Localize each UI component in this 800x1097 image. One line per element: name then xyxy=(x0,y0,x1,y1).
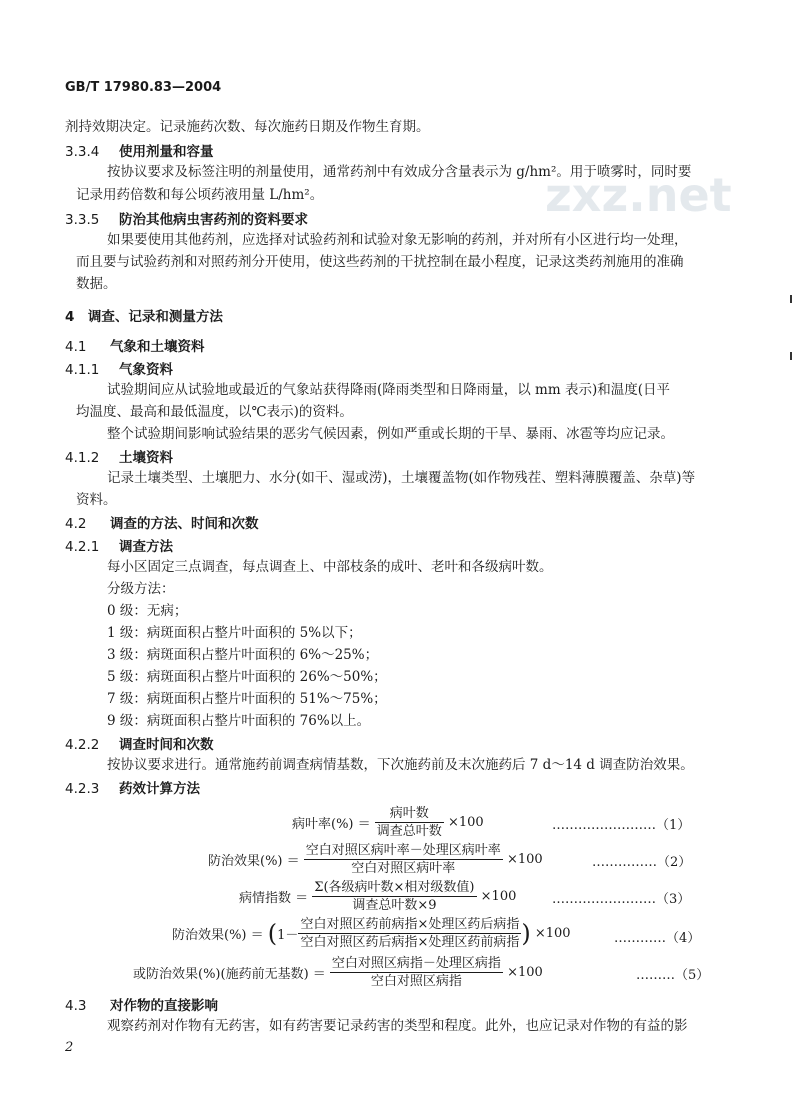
formula-4 xyxy=(172,917,571,950)
formula-prefix: 1－ xyxy=(277,928,299,943)
section-heading-4-2 xyxy=(65,512,259,532)
paragraph-line: 观察药剂对作物有无药害，如有药害要记录药害的类型和程度。此外，也应记录对作物的有益的影 xyxy=(107,1018,688,1034)
formula-lhs: 病叶率(%) ＝ xyxy=(292,817,371,832)
section-number: 4.2.2 xyxy=(65,737,100,753)
numerator: Σ(各级病叶数×相对级数值) xyxy=(314,880,475,895)
paragraph-line: 试验期间应从试验地或最近的气象站获得降雨(降雨类型和日降雨量，以 mm 表示)和温度(日平 xyxy=(107,382,670,398)
margin-mark xyxy=(790,352,792,360)
paragraph-line: 整个试验期间影响试验结果的恶劣气候因素，例如严重或长期的干旱、暴雨、冰雹等均应记录。 xyxy=(107,426,674,442)
formula-number: ………（5） xyxy=(636,968,710,983)
formula-lhs: 病情指数 ＝ xyxy=(239,891,309,906)
formula-number: ……………………（1） xyxy=(552,818,691,833)
fraction xyxy=(330,956,503,989)
section-title: 气象资料 xyxy=(119,362,173,378)
multiplier: ×100 xyxy=(507,965,543,980)
section-heading-4-2-2 xyxy=(65,733,214,753)
formula-lhs: 防治效果(%) ＝ xyxy=(172,928,264,943)
denominator: 空白对照区病指 xyxy=(370,974,462,989)
multiplier: ×100 xyxy=(534,926,571,941)
margin-mark xyxy=(790,295,792,303)
left-paren: ( xyxy=(267,919,278,948)
paragraph-line: 均温度、最高和最低温度，以℃表示)的资料。 xyxy=(76,404,353,420)
section-heading-3-3-4 xyxy=(65,140,214,160)
section-title: 调查方法 xyxy=(119,539,173,555)
section-number: 4.3 xyxy=(65,998,87,1014)
paragraph-line: 每小区固定三点调查，每点调查上、中部枝条的成叶、老叶和各级病叶数。 xyxy=(107,559,553,575)
formula-lhs: 防治效果(%) ＝ xyxy=(208,854,300,869)
paragraph-line: 按协议要求进行。通常施药前调查病情基数，下次施药前及末次施药后 7 d～14 d 调查防治效果。 xyxy=(107,757,694,773)
multiplier: ×100 xyxy=(480,889,517,904)
section-heading-4: 4 调查、记录和测量方法 xyxy=(65,309,223,325)
paragraph-line: 资料。 xyxy=(76,492,117,508)
paragraph-line: 如果要使用其他药剂，应选择对试验药剂和试验对象无影响的药剂，并对所有小区进行均一处理， xyxy=(107,232,688,248)
formula-5 xyxy=(133,956,543,989)
grade-item: 5 级：病斑面积占整片叶面积的 26%～50%； xyxy=(107,669,387,685)
right-paren: ) xyxy=(521,919,531,948)
section-title: 调查的方法、时间和次数 xyxy=(110,516,259,532)
formula-number: …………（4） xyxy=(614,931,701,946)
section-title: 对作物的直接影响 xyxy=(110,998,218,1014)
numerator: 病叶数 xyxy=(375,806,444,823)
paragraph-line: 数据。 xyxy=(76,276,117,292)
section-number: 3.3.4 xyxy=(65,144,100,160)
formula-lhs: 或防治效果(%)(施药前无基数) ＝ xyxy=(133,967,326,982)
grade-item: 7 级：病斑面积占整片叶面积的 51%～75%； xyxy=(107,691,387,707)
formula-number: ……………………（3） xyxy=(552,892,691,907)
section-heading-3-3-5 xyxy=(65,208,308,228)
multiplier: ×100 xyxy=(506,852,543,867)
section-heading-4-2-3 xyxy=(65,777,200,797)
section-heading-4-1-1 xyxy=(65,358,173,378)
section-title: 药效计算方法 xyxy=(119,781,200,797)
formula-1 xyxy=(292,806,484,839)
section-number: 4.1.2 xyxy=(65,450,100,466)
numerator: 空白对照区药前病指×处理区药后病指 xyxy=(300,917,520,932)
grade-item: 0 级：无病； xyxy=(107,603,188,619)
section-title: 使用剂量和容量 xyxy=(119,144,214,160)
numerator: 空白对照区病指－处理区病指 xyxy=(331,956,501,971)
denominator: 调查总叶数×9 xyxy=(352,898,437,913)
paragraph-line: 剂持效期决定。记录施药次数、每次施药日期及作物生育期。 xyxy=(65,119,430,135)
paragraph-line: 按协议要求及标签注明的剂量使用，通常药剂中有效成分含量表示为 g/hm²。用于喷雾时，同时要 xyxy=(107,164,692,180)
section-number: 4.1 xyxy=(65,339,87,355)
formula-2 xyxy=(208,843,543,876)
section-number: 4.2.3 xyxy=(65,781,100,797)
formula-3 xyxy=(239,880,516,913)
page-number: 2 xyxy=(65,1040,74,1055)
grade-item: 3 级：病斑面积占整片叶面积的 6%～25%； xyxy=(107,647,379,663)
watermark: zxz.net xyxy=(545,168,732,222)
fraction xyxy=(375,806,444,839)
section-heading-4-1 xyxy=(65,335,205,355)
formula-number: ……………（2） xyxy=(592,855,692,870)
section-title: 防治其他病虫害药剂的资料要求 xyxy=(119,212,308,228)
paragraph-line: 记录土壤类型、土壤肥力、水分(如干、湿或涝)，土壤覆盖物(如作物残茬、塑料薄膜覆盖、杂草)等 xyxy=(107,470,696,486)
multiplier: ×100 xyxy=(447,815,484,830)
section-number: 4.2.1 xyxy=(65,539,100,555)
numerator: 空白对照区病叶率－处理区病叶率 xyxy=(305,843,501,858)
section-heading-4-3 xyxy=(65,994,218,1014)
section-title: 气象和土壤资料 xyxy=(110,339,205,355)
paragraph-line: 分级方法： xyxy=(107,581,175,597)
grade-item: 1 级：病斑面积占整片叶面积的 5%以下； xyxy=(107,625,362,641)
paragraph-line: 记录用药倍数和每公顷药液用量 L/hm²。 xyxy=(76,187,324,203)
paragraph-line: 而且要与试验药剂和对照药剂分开使用，使这些药剂的干扰控制在最小程度，记录这类药剂施用的准确 xyxy=(76,254,684,270)
section-number: 4.2 xyxy=(65,516,87,532)
grade-item: 9 级：病斑面积占整片叶面积的 76%以上。 xyxy=(107,713,371,729)
fraction xyxy=(298,917,521,950)
denominator: 空白对照区病叶率 xyxy=(351,861,456,876)
section-heading-4-1-2 xyxy=(65,446,173,466)
section-number: 4.1.1 xyxy=(65,362,100,378)
fraction xyxy=(304,843,503,876)
denominator: 空白对照区药后病指×处理区药前病指 xyxy=(300,935,520,950)
section-title: 土壤资料 xyxy=(119,450,173,466)
fraction xyxy=(312,880,476,913)
section-number: 3.3.5 xyxy=(65,212,100,228)
document-header: GB/T 17980.83—2004 xyxy=(65,80,222,95)
section-heading-4-2-1 xyxy=(65,535,173,555)
denominator: 调查总叶数 xyxy=(376,824,442,839)
section-title: 调查时间和次数 xyxy=(119,737,214,753)
